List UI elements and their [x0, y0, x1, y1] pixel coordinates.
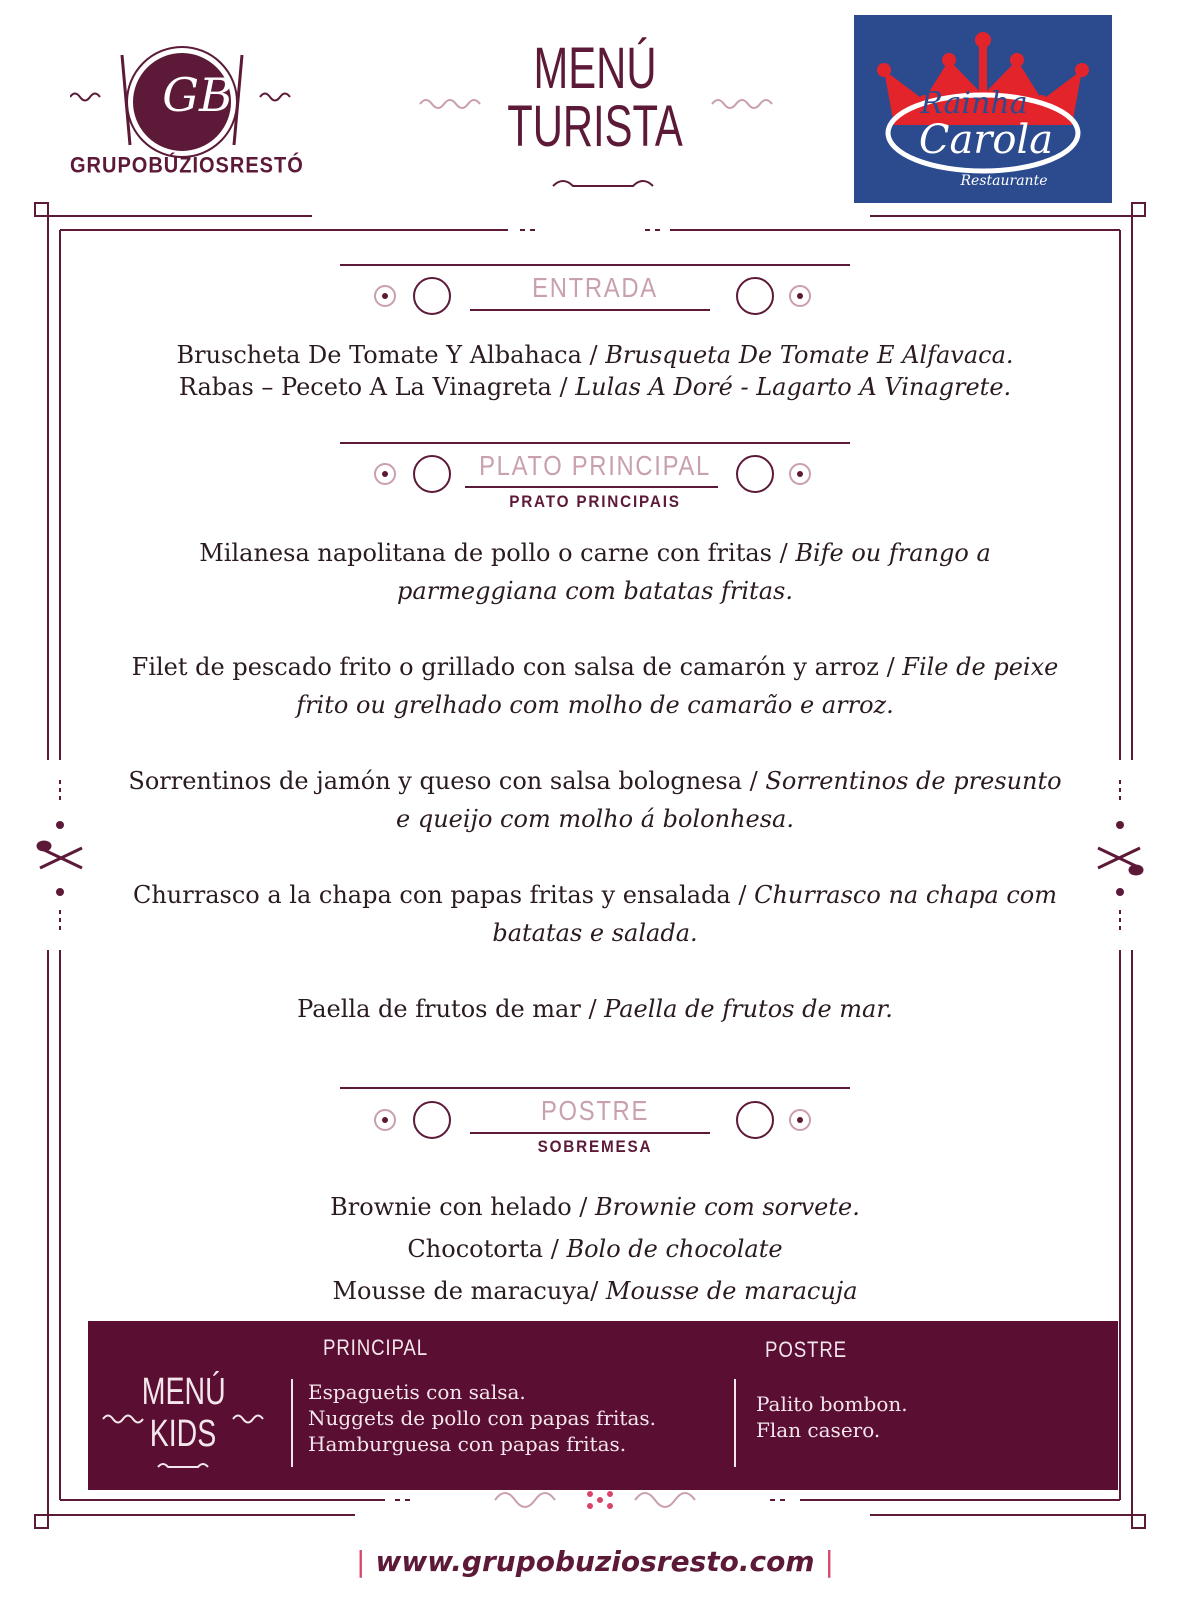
list-item: Flan casero. [756, 1418, 881, 1442]
dish-item [110, 990, 1080, 1028]
list-item: Espaguetis con salsa. [308, 1380, 526, 1404]
dish-pt: Mousse de maracuja [605, 1277, 858, 1305]
divider [734, 1379, 736, 1467]
partner-logo-line2: Carola [918, 117, 1054, 163]
dish-item [110, 1272, 1080, 1310]
website-url[interactable]: www.grupobuziosresto.com [375, 1545, 815, 1578]
section-principal-header [335, 450, 855, 520]
separator: | [824, 1545, 834, 1578]
dish-es: Filet de pescado frito o grillado con salsa de camarón y arroz / [131, 653, 903, 681]
dish-es: Paella de frutos de mar / [297, 995, 605, 1023]
dish-item [110, 876, 1080, 952]
kids-title-line-1: MENÚ [141, 1371, 226, 1413]
section-title: PLATO PRINCIPAL [479, 450, 711, 481]
dish-item [110, 1230, 1080, 1268]
partner-logo-line1: Rainha [920, 86, 1028, 121]
dish-pt: Bife ou frango a [795, 539, 991, 567]
dish-item [110, 368, 1080, 406]
partner-logo-line3: Restaurante [960, 173, 1048, 189]
title-line-2: TURISTA [507, 94, 683, 159]
dish-item [110, 762, 1080, 838]
dish-es: Bruscheta De Tomate Y Albahaca / [176, 341, 606, 369]
section-entrada-header [335, 272, 855, 332]
section-subtitle: PRATO PRINCIPAIS [509, 492, 681, 511]
dish-pt-cont: batatas e salada. [492, 919, 698, 947]
dish-item [110, 1188, 1080, 1226]
kids-principal-label: PRINCIPAL [323, 1335, 428, 1360]
brand-monogram: GB [162, 68, 233, 122]
dish-pt: File de peixe [902, 653, 1059, 681]
section-postre-header [335, 1095, 855, 1165]
dish-es: Milanesa napolitana de pollo o carne con fritas / [199, 539, 796, 567]
dish-pt-cont: frito ou grelhado com molho de camarão e arroz. [296, 691, 894, 719]
list-item: Nuggets de pollo con papas fritas. [308, 1406, 657, 1430]
dish-es: Mousse de maracuya/ [332, 1277, 606, 1305]
section-title: POSTRE [540, 1095, 650, 1126]
dish-es: Rabas – Peceto A La Vinagreta / [178, 373, 576, 401]
separator: | [356, 1545, 366, 1578]
kids-ornament [98, 1409, 268, 1479]
divider [291, 1379, 293, 1467]
dish-es: Chocotorta / [407, 1235, 567, 1263]
dish-pt: Lulas A Doré - Lagarto A Vinagrete. [575, 373, 1012, 401]
dish-pt: Bolo de chocolate [566, 1235, 783, 1263]
section-title: ENTRADA [532, 272, 658, 303]
dish-pt: Brusqueta De Tomate E Alfavaca. [605, 341, 1014, 369]
title-line-1: MENÚ [533, 36, 657, 101]
dish-pt-cont: parmeggiana com batatas fritas. [397, 577, 793, 605]
kids-title-line-2: KIDS [149, 1413, 217, 1455]
kids-postre-list [756, 1391, 908, 1443]
page-title [498, 36, 692, 159]
website-link[interactable] [0, 1545, 1190, 1578]
dish-pt: Paella de frutos de mar. [604, 995, 893, 1023]
dish-es: Sorrentinos de jamón y queso con salsa bolognesa / [128, 767, 766, 795]
dish-pt-cont: e queijo com molho á bolonhesa. [396, 805, 794, 833]
section-subtitle: SOBREMESA [537, 1137, 653, 1156]
dish-item [110, 534, 1080, 610]
dish-es: Churrasco a la chapa con papas fritas y ensalada / [132, 881, 755, 909]
kids-principal-list [308, 1379, 656, 1457]
kids-postre-label: POSTRE [765, 1337, 847, 1362]
kids-menu-box [88, 1321, 1118, 1490]
brand-name: GRUPOBÚZIOSRESTÓ [70, 153, 304, 179]
dish-item [110, 648, 1080, 724]
list-item: Hamburguesa con papas fritas. [308, 1432, 627, 1456]
list-item: Palito bombon. [756, 1392, 908, 1416]
dish-es: Brownie con helado / [330, 1193, 595, 1221]
dish-pt: Brownie com sorvete. [595, 1193, 860, 1221]
dish-pt: Sorrentinos de presunto [765, 767, 1062, 795]
dish-pt: Churrasco na chapa com [754, 881, 1057, 909]
partner-logo [854, 15, 1112, 203]
